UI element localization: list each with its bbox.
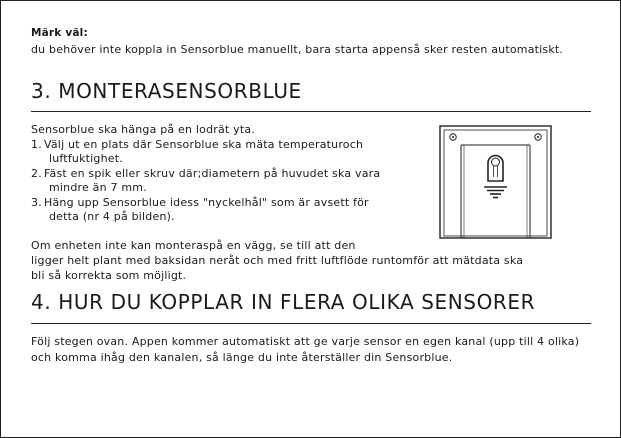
note-heading: Märk väl:	[31, 27, 88, 39]
section-4-divider	[31, 323, 591, 324]
section-4-title: 4. HUR DU KOPPLAR IN FLERA OLIKA SENSORER	[31, 290, 536, 314]
step-3-line-2: detta (nr 4 på bilden).	[49, 210, 175, 223]
step-1-line-2: luftfuktighet.	[49, 152, 123, 165]
section-3-title: 3. MONTERASENSORBLUE	[31, 79, 302, 103]
step-2-line-2: mindre än 7 mm.	[49, 181, 147, 194]
section-3-divider	[31, 111, 591, 112]
step-1-line-1: Välj ut en plats där Sensorblue ska mäta temperaturoch	[44, 138, 364, 151]
mounting-paragraph-line-1: Om enheten inte kan monteraspå en vägg, se till att den	[31, 239, 356, 252]
mounting-paragraph-line-2: ligger helt plant med baksidan neråt och med fritt luftflöde runtomför att mätdata ska	[31, 254, 524, 267]
section-4-body: Följ stegen ovan. Appen kommer automatiskt att ge varje sensor en egen kanal (upp till 4 olika) och komma ihåg den kanalen, så länge du inte återställer din Sensorblue.	[31, 335, 580, 364]
step-3-line-1: Häng upp Sensorblue idess "nyckelhål" som är avsett för	[44, 196, 369, 209]
step-2-line-1: Fäst en spik eller skruv där;diametern på huvudet ska vara	[44, 167, 381, 180]
note-body: du behöver inte koppla in Sensorblue manuellt, bara starta appenså sker resten automatiskt.	[31, 43, 564, 56]
step-2-number: 2.	[31, 167, 42, 180]
section-3-intro: Sensorblue ska hänga på en lodrät yta.	[31, 123, 255, 136]
vent-icon	[484, 187, 507, 198]
mounting-paragraph-line-3: bli så korrekta som möjligt.	[31, 269, 187, 282]
step-3-number: 3.	[31, 196, 42, 209]
keyhole-icon	[488, 156, 503, 182]
step-1-number: 1.	[31, 138, 42, 151]
sensor-back-illustration	[439, 125, 552, 239]
